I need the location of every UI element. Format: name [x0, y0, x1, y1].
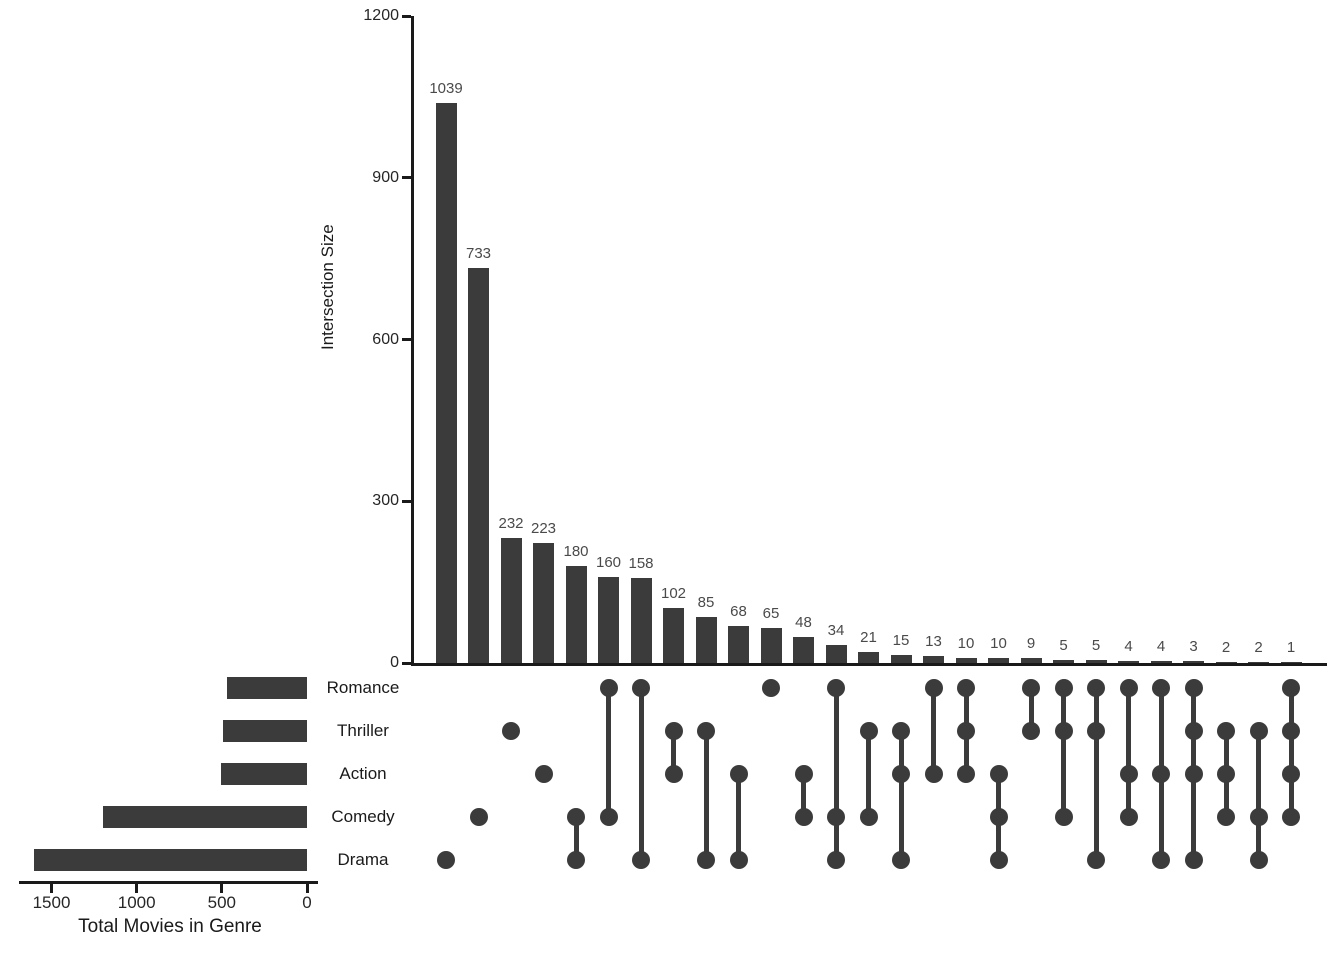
intersection-bar [533, 543, 554, 663]
intersection-bar [598, 577, 619, 663]
matrix-dot [470, 808, 488, 826]
matrix-dot [502, 722, 520, 740]
matrix-connector-line [606, 688, 611, 817]
matrix-dot [925, 765, 943, 783]
matrix-dot [665, 722, 683, 740]
intersection-bar [1281, 662, 1302, 663]
intersection-value-label: 158 [628, 555, 654, 572]
matrix-dot [567, 851, 585, 869]
intersection-value-label: 4 [1156, 638, 1166, 655]
set-tick-mark [306, 884, 309, 893]
intersection-bar [1248, 662, 1269, 663]
matrix-dot [762, 679, 780, 697]
matrix-dot [990, 808, 1008, 826]
set-tick-label: 0 [302, 893, 312, 912]
intersection-value-label: 65 [762, 605, 780, 622]
intersection-bar [988, 658, 1009, 663]
y-tick-mark [402, 662, 411, 665]
intersection-bar [566, 566, 587, 663]
matrix-dot [827, 851, 845, 869]
matrix-dot [1185, 679, 1203, 697]
matrix-connector-line [1126, 688, 1131, 817]
matrix-dot [600, 808, 618, 826]
intersection-bar [1118, 661, 1139, 663]
matrix-dot [1120, 679, 1138, 697]
matrix-dot [795, 765, 813, 783]
matrix-dot [1087, 679, 1105, 697]
set-size-bar [221, 763, 307, 785]
matrix-dot [665, 765, 683, 783]
set-size-bar [227, 677, 307, 699]
intersection-value-label: 733 [465, 245, 492, 262]
intersection-bar [1183, 661, 1204, 663]
intersection-value-label: 2 [1254, 639, 1263, 656]
matrix-dot [990, 851, 1008, 869]
matrix-dot [1152, 765, 1170, 783]
matrix-dot [1087, 851, 1105, 869]
matrix-dot [827, 808, 845, 826]
intersection-bar [696, 617, 717, 663]
intersection-bar [1053, 660, 1074, 663]
intersection-value-label: 180 [563, 543, 589, 560]
matrix-dot [1250, 851, 1268, 869]
matrix-dot [535, 765, 553, 783]
matrix-dot [827, 679, 845, 697]
intersection-bar [468, 268, 489, 663]
matrix-dot [860, 722, 878, 740]
y-tick-mark [402, 15, 411, 18]
y-tick-mark [402, 500, 411, 503]
matrix-connector-line [704, 731, 709, 860]
matrix-connector-line [639, 688, 644, 860]
intersection-value-label: 9 [1026, 635, 1036, 652]
x-axis-baseline [411, 663, 1327, 666]
intersection-value-label: 5 [1059, 637, 1068, 654]
intersection-bar [826, 645, 847, 663]
matrix-dot [1055, 722, 1073, 740]
matrix-dot [1087, 722, 1105, 740]
matrix-dot [957, 765, 975, 783]
matrix-dot [1282, 679, 1300, 697]
matrix-dot [632, 679, 650, 697]
intersection-value-label: 5 [1091, 637, 1101, 654]
matrix-dot [1282, 765, 1300, 783]
matrix-dot [600, 679, 618, 697]
intersection-value-label: 48 [795, 614, 812, 631]
intersection-bar [1216, 662, 1237, 663]
intersection-bar [436, 103, 457, 663]
intersection-bar [728, 626, 749, 663]
set-tick-label: 1500 [32, 893, 71, 912]
matrix-dot [437, 851, 455, 869]
matrix-dot [567, 808, 585, 826]
matrix-connector-line [1256, 731, 1261, 860]
intersection-value-label: 3 [1189, 638, 1198, 655]
intersection-bar [1151, 661, 1172, 663]
matrix-dot [632, 851, 650, 869]
matrix-dot [1152, 679, 1170, 697]
matrix-dot [1217, 765, 1235, 783]
matrix-row-label: Drama [337, 850, 389, 869]
set-tick-mark [220, 884, 223, 893]
matrix-dot [1282, 722, 1300, 740]
matrix-dot [1120, 808, 1138, 826]
matrix-dot [1185, 765, 1203, 783]
intersection-value-label: 2 [1221, 639, 1231, 656]
set-tick-label: 500 [207, 893, 237, 912]
matrix-dot [1152, 851, 1170, 869]
intersection-bar [501, 538, 522, 663]
matrix-dot [1217, 808, 1235, 826]
matrix-dot [957, 679, 975, 697]
intersection-bar [1086, 660, 1107, 663]
matrix-connector-line [899, 731, 904, 860]
matrix-connector-line [1094, 688, 1099, 860]
matrix-dot [1250, 722, 1268, 740]
matrix-dot [925, 679, 943, 697]
matrix-connector-line [1061, 688, 1066, 817]
matrix-connector-line [834, 688, 839, 860]
y-tick-label: 1200 [363, 7, 399, 24]
matrix-dot [860, 808, 878, 826]
set-tick-mark [135, 884, 138, 893]
y-axis-line [411, 16, 414, 666]
set-axis-line [19, 881, 318, 884]
matrix-dot [1282, 808, 1300, 826]
matrix-dot [1250, 808, 1268, 826]
intersection-value-label: 232 [498, 515, 524, 532]
intersection-value-label: 1039 [429, 80, 463, 97]
intersection-bar [793, 637, 814, 663]
matrix-dot [1185, 722, 1203, 740]
intersection-bar [956, 658, 977, 663]
matrix-dot [892, 765, 910, 783]
set-axis-title: Total Movies in Genre [78, 916, 262, 937]
matrix-connector-line [866, 731, 871, 817]
y-tick-label: 600 [372, 330, 399, 348]
matrix-dot [795, 808, 813, 826]
intersection-value-label: 85 [697, 594, 715, 611]
matrix-dot [1217, 722, 1235, 740]
intersection-value-label: 21 [860, 629, 877, 646]
intersection-value-label: 10 [990, 635, 1007, 652]
matrix-dot [892, 851, 910, 869]
intersection-value-label: 223 [530, 520, 557, 537]
matrix-row-label: Comedy [331, 807, 395, 826]
intersection-value-label: 15 [892, 632, 910, 649]
matrix-dot [1185, 851, 1203, 869]
intersection-value-label: 68 [730, 603, 747, 620]
matrix-dot [957, 722, 975, 740]
matrix-dot [730, 851, 748, 869]
intersection-value-label: 4 [1124, 638, 1133, 655]
intersection-bar [858, 652, 879, 663]
intersection-value-label: 102 [660, 585, 687, 602]
matrix-dot [697, 722, 715, 740]
matrix-row-label: Thriller [337, 721, 389, 740]
intersection-bar [923, 656, 944, 663]
upset-plot-figure: Intersection Size 0 300 600 900 1200 1039 733 232 223 180 160 158 102 85 68 65 48 34 21 15 13 10 10 9 5 5 4 4 3 2 2 1 Romance Thriller Action Comedy Drama Total Movies in Genre 1500 1000 500 0 [0, 0, 1344, 960]
intersection-bar [663, 608, 684, 663]
intersection-value-label: 10 [957, 635, 975, 652]
set-tick-label: 1000 [117, 893, 156, 912]
set-size-bar [103, 806, 307, 828]
set-size-bar [223, 720, 307, 742]
matrix-row-label: Action [339, 764, 387, 783]
y-tick-label: 900 [372, 168, 399, 186]
matrix-row-label: Romance [326, 678, 400, 697]
intersection-value-label: 1 [1286, 639, 1296, 656]
intersection-value-label: 13 [925, 633, 942, 650]
intersection-value-label: 160 [595, 554, 622, 571]
matrix-dot [1055, 808, 1073, 826]
y-tick-mark [402, 176, 411, 179]
matrix-dot [1022, 722, 1040, 740]
matrix-connector-line [1289, 688, 1294, 817]
matrix-dot [730, 765, 748, 783]
intersection-value-label: 34 [827, 622, 845, 639]
y-tick-label: 0 [390, 654, 399, 671]
intersection-bar [761, 628, 782, 663]
matrix-dot [990, 765, 1008, 783]
matrix-connector-line [736, 774, 741, 860]
matrix-connector-line [931, 688, 936, 774]
intersection-bar [891, 655, 912, 663]
matrix-dot [892, 722, 910, 740]
y-tick-mark [402, 338, 411, 341]
set-tick-mark [50, 884, 53, 893]
set-size-bar [34, 849, 307, 871]
intersection-bar [1021, 658, 1042, 663]
y-tick-label: 300 [372, 492, 399, 510]
matrix-dot [1022, 679, 1040, 697]
matrix-dot [697, 851, 715, 869]
matrix-dot [1120, 765, 1138, 783]
matrix-dot [1055, 679, 1073, 697]
